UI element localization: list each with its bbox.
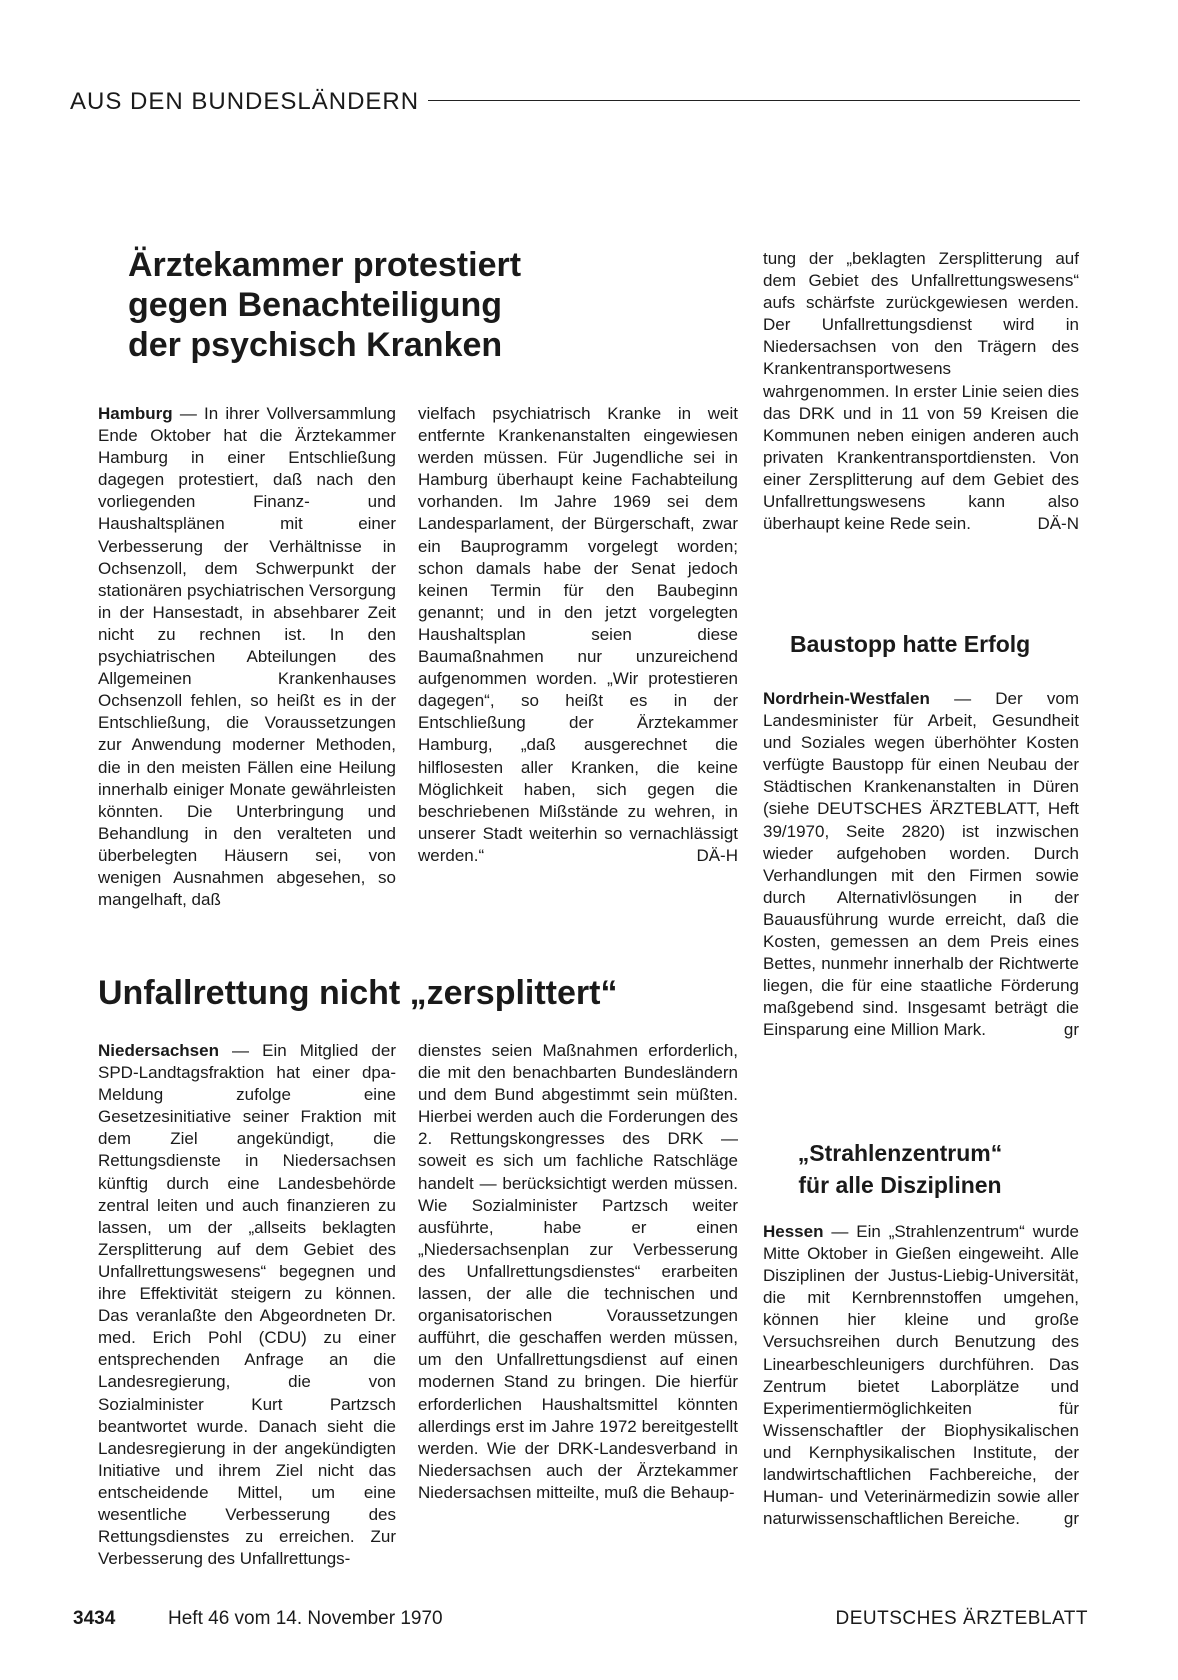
article-title-baustopp: Baustopp hatte Erfolg (790, 631, 1031, 657)
signature: gr (1063, 1020, 1079, 1040)
dateline: Niedersachsen (98, 1041, 219, 1060)
article-title-unfallrettung: Unfallrettung nicht „zersplittert“ (98, 974, 618, 1012)
body-text: — Der vom Landesminister für Arbeit, Gesundheit und Soziales wegen überhöhter Kosten verfügte Baustopp für einen Neubau der Städtischen Krankenanstalten in Düren (siehe DEUTSCHES ÄRZTEBLATT, Heft 39/1970, Seite 2820) ist inzwischen wieder aufgehoben worden. Durch Verhandlungen mit den Firmen sowie durch Alternativlösungen in der Bauausführung wurde erreicht, daß die Kosten, gemessen an dem Preis eines Bettes, nunmehr innerhalb der Richtwerte liegen, die für eine staatliche Förderung maßgebend sind. Insgesamt beträgt die Einsparung eine Million Mark. (763, 689, 1079, 1040)
article-body-unfallrettung-col1 (98, 1040, 396, 1570)
article-body-aerztekammer-col1 (98, 403, 396, 911)
title-line: gegen Benachteiligung (128, 286, 503, 324)
dateline: Hessen (763, 1222, 824, 1241)
signature: DÄ-H (696, 845, 738, 865)
issue-info: Heft 46 vom 14. November 1970 (168, 1608, 443, 1629)
body-text: tung der „beklagten Zersplitterung auf dem Gebiet des Unfallrettungswesens“ aufs schärfste zurückgewiesen werden. Der Unfallrettungsdienst wird in Niedersachsen von den Trägern des Krankentransportwesens wahrgenommen. In erster Linie seien dies das DRK und in 11 von 59 Kreisen die Kommunen neben einigen anderen auch privaten Krankentransportdiensten. Von einer Zersplitterung auf dem Gebiet des Unfallrettungswesens kann also überhaupt keine Rede sein. (763, 249, 1079, 534)
body-text: — In ihrer Vollversammlung Ende Oktober hat die Ärztekammer Hamburg in einer Entschließung dagegen protestiert, daß nach den vorliegenden Finanz- und Haushaltsplänen mit einer Verbesserung der Verhältnisse in Ochsenzoll, dem Schwerpunkt der stationären psychiatrischen Versorgung in der Hansestadt, in absehbarer Zeit nicht zu rechnen ist. In den psychiatrischen Abteilungen des Allgemeinen Krankenhauses Ochsenzoll fehlen, so heißt es in der Entschließung, die Voraussetzungen zur Anwendung moderner Methoden, die in den meisten Fällen eine Heilung innerhalb einiger Monate gewährleisten könnten. Die Unterbringung und Behandlung in den veralteten und überbelegten Häusern sei, von wenigen Ausnahmen abgesehen, so mangelhaft, daß (98, 404, 396, 910)
title-line: für alle Disziplinen (798, 1172, 1002, 1198)
article-body-aerztekammer-col2 (418, 403, 738, 867)
page-number: 3434 (73, 1608, 116, 1629)
article-body-unfallrettung-col2 (418, 1040, 738, 1504)
signature: gr (1063, 1509, 1079, 1529)
body-text: — Ein „Strahlenzentrum“ wurde Mitte Oktober in Gießen eingeweiht. Alle Disziplinen der Justus-Liebig-Universität, die mit Kernbrennstoffen umgehen, können hier kleine und große Versuchsreihen durch Benutzung des Linearbeschleunigers durchführen. Das Zentrum bietet Laborplätze und Experimentiermöglichkeiten für Wissenschaftler der Biophysikalischen und Kernphysikalischen Institute, der landwirtschaftlichen Fachbereiche, der Human- und Veterinärmedizin sowie aller naturwissenschaftlichen Bereiche. (763, 1222, 1079, 1529)
title-line: „Strahlenzentrum“ (797, 1140, 1003, 1166)
header-rule (428, 100, 1080, 101)
title-line: der psychisch Kranken (128, 326, 503, 364)
article-body-unfallrettung-col3 (763, 248, 1079, 535)
signature: DÄ-N (1037, 514, 1079, 534)
section-header (70, 86, 1080, 126)
body-text: — Ein Mitglied der SPD-Landtagsfraktion hat einer dpa-Meldung zufolge eine Gesetzesinitiative seiner Fraktion mit dem Ziel angekündigt, die Rettungsdienste in Niedersachsen künftig durch eine Landesbehörde zentral leiten und auch finanzieren zu lassen, um der „allseits beklagten Zersplitterung auf dem Gebiet des Unfallrettungswesens“ begegnen und ihre Effektivität steigern zu können. Das veranlaßte den Abgeordneten Dr. med. Erich Pohl (CDU) zu einer entsprechenden Anfrage an die Landesregierung, die von Sozialminister Kurt Partzsch beantwortet wurde. Danach sieht die Landesregierung in der angekündigten Initiative und ihrem Ziel nicht das entscheidende Mittel, um eine wesentliche Verbesserung des Rettungsdienstes zu erreichen. Zur Verbesserung des Unfallrettungs- (98, 1041, 397, 1569)
dateline: Nordrhein-Westfalen (763, 689, 930, 708)
journal-name: DEUTSCHES ÄRZTEBLATT (835, 1608, 1088, 1629)
body-text: dienstes seien Maßnahmen erforderlich, die mit den benachbarten Bundesländern und dem Bund abgestimmt sein müßten. Hierbei werden auch die Forderungen des 2. Rettungskongresses des DRK — soweit es sich um fachliche Ratschläge handelt — berücksichtigt werden müssen. Wie Sozialminister Partzsch weiter ausführte, habe er einen „Niedersachsenplan zur Verbesserung des Unfallrettungsdienstes“ erarbeiten lassen, der alle die technischen und organisatorischen Voraussetzungen aufführt, die geschaffen werden müssen, um den Unfallrettungsdienst auf einen modernen Stand zu bringen. Die hierfür erforderlichen Haushaltsmittel könnten allerdings erst im Jahre 1972 bereitgestellt werden. Wie der DRK-Landesverband in Niedersachsen auch der Ärztekammer Niedersachsen mitteilte, muß die Behaup- (418, 1041, 738, 1502)
dateline: Hamburg (98, 404, 173, 423)
article-title-strahlenzentrum (780, 1137, 1020, 1201)
body-text: vielfach psychiatrisch Kranke in weit entfernte Krankenanstalten eingewiesen werden müssen. Für Jugendliche sei in Hamburg überhaupt keine Fachabteilung vorhanden. Im Jahre 1969 sei dem Landesparlament, der Bürgerschaft, zwar ein Bauprogramm vorgelegt worden; schon damals habe der Senat jedoch keinen Termin für den Baubeginn genannt; und in den jetzt vorgelegten Haushaltsplan seien diese Baumaßnahmen nur unzureichend aufgenommen worden. „Wir protestieren dagegen“, so heißt es in der Entschließung der Ärztekammer Hamburg, „daß ausgerechnet die hilflosesten aller Kranken, die keine Möglichkeit haben, sich gegen die beschriebenen Mißstände zu wehren, in unserer Stadt weiterhin so vernachlässigt werden.“ (418, 404, 738, 865)
article-body-strahlenzentrum (763, 1221, 1079, 1530)
section-title: AUS DEN BUNDESLÄNDERN (70, 88, 423, 116)
article-body-baustopp (763, 688, 1079, 1042)
article-title-aerztekammer (128, 245, 528, 365)
title-line: Ärztekammer protestiert (128, 246, 522, 284)
